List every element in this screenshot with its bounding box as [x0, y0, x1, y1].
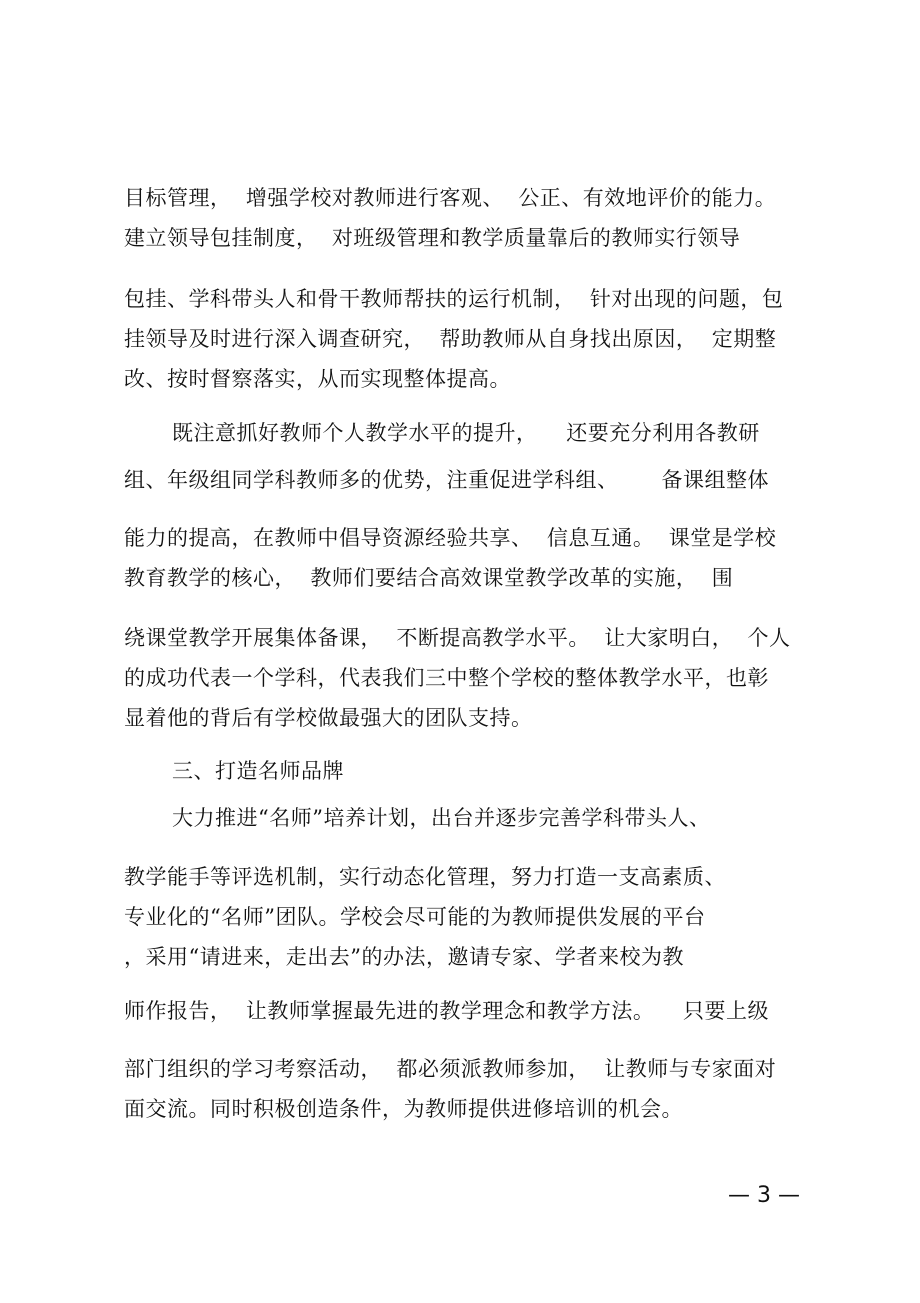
text-line: 大力推进“名师”培养计划，出台并逐步完善学科带头人、: [172, 806, 711, 830]
text-line: 能力的提高，在教师中倡导资源经验共享、 信息互通。 课堂是学校: [124, 526, 777, 550]
text-line: 改、按时督察落实，从而实现整体提高。: [124, 367, 511, 391]
text-line: 组、年级组同学科教师多的优势，注重促进学科组、 备课组整体: [124, 468, 770, 492]
text-line: 挂领导及时进行深入调查研究， 帮助教师从自身找出原因， 定期整: [124, 327, 777, 351]
text-line: 专业化的“名师”团队。学校会尽可能的为教师提供发展的平台: [124, 905, 706, 929]
text-line: 建立领导包挂制度， 对班级管理和教学质量靠后的教师实行领导: [124, 226, 741, 250]
text-line: 部门组织的学习考察活动， 都必须派教师参加， 让教师与专家面对: [124, 1057, 777, 1081]
section-heading: 三、打造名师品牌: [172, 759, 344, 783]
text-line: ，采用“请进来，走出去”的办法，邀请专家、学者来校为教: [124, 945, 684, 969]
text-line: 目标管理， 增强学校对教师进行客观、 公正、有效地评价的能力。: [124, 186, 777, 210]
text-line: 师作报告， 让教师掌握最先进的教学理念和教学方法。 只要上级: [124, 999, 770, 1023]
text-line: 既注意抓好教师个人教学水平的提升， 还要充分利用各教研: [172, 421, 760, 445]
text-line: 教育教学的核心， 教师们要结合高效课堂教学改革的实施， 围: [124, 566, 734, 590]
text-line: 显着他的背后有学校做最强大的团队支持。: [124, 706, 533, 730]
text-line: 包挂、学科带头人和骨干教师帮扶的运行机制， 针对出现的问题，包: [124, 287, 784, 311]
page-number: — 3 —: [728, 1183, 800, 1208]
text-line: 教学能手等评选机制，实行动态化管理，努力打造一支高素质、: [124, 865, 726, 889]
text-line: 绕课堂教学开展集体备课， 不断提高教学水平。 让大家明白， 个人: [124, 626, 791, 650]
text-line: 面交流。同时积极创造条件，为教师提供进修培训的机会。: [124, 1097, 683, 1121]
text-line: 的成功代表一个学科，代表我们三中整个学校的整体教学水平，也彰: [124, 666, 769, 690]
